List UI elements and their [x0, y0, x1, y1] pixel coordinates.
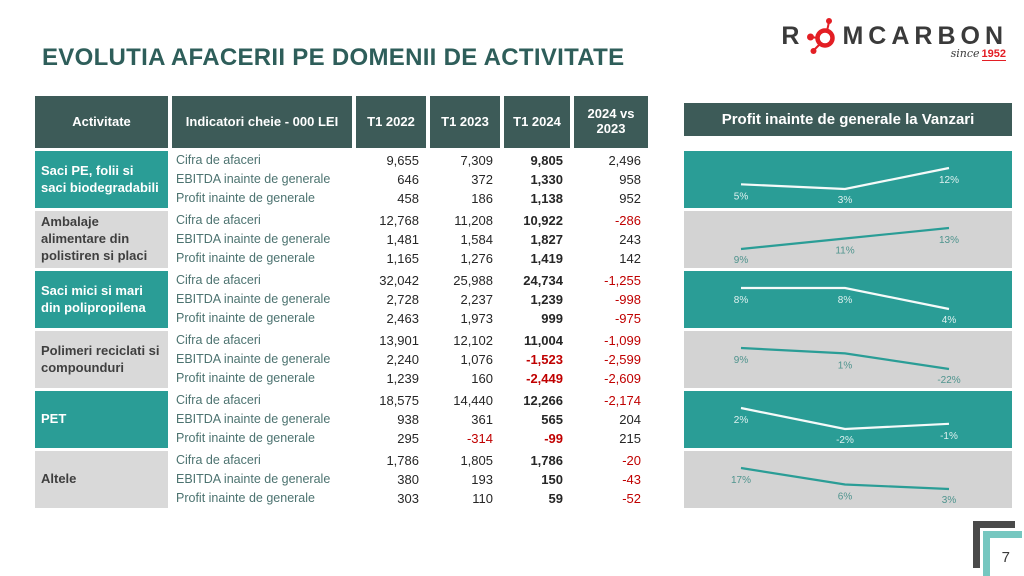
value-column — [574, 211, 648, 268]
data-label: 6% — [837, 491, 853, 503]
value-column — [356, 391, 426, 448]
indicator-column — [172, 331, 352, 388]
indicator-label: EBITDA inainte de generale — [176, 352, 331, 366]
indicator-label: Cifra de afaceri — [176, 153, 261, 167]
indicator-label: Profit inainte de generale — [176, 191, 315, 205]
value-cell: 193 — [471, 472, 493, 487]
sparkline-svg — [684, 151, 1012, 208]
activity-cell: Altele — [35, 451, 168, 508]
value-cell: -314 — [466, 431, 493, 446]
indicator-label: Profit inainte de generale — [176, 491, 315, 505]
value-cell: 303 — [397, 491, 419, 506]
indicator-label: EBITDA inainte de generale — [176, 172, 331, 186]
trend-line — [741, 468, 949, 489]
value-cell: 11,004 — [523, 333, 563, 348]
indicator-label: Cifra de afaceri — [176, 213, 261, 227]
value-cell: -998 — [614, 292, 641, 307]
indicator-label: Profit inainte de generale — [176, 371, 315, 385]
value-column — [356, 451, 426, 508]
value-column — [574, 331, 648, 388]
value-cell: 204 — [619, 412, 641, 427]
value-cell: 938 — [397, 412, 419, 427]
value-cell: 1,138 — [530, 191, 563, 206]
value-cell: 952 — [619, 191, 641, 206]
value-cell: -2,449 — [526, 371, 563, 386]
data-label: 4% — [941, 315, 957, 326]
value-cell: 12,266 — [523, 393, 563, 408]
activity-table — [35, 96, 648, 511]
sparkline-chart — [684, 151, 1012, 208]
value-column — [504, 271, 570, 328]
value-cell: 1,481 — [386, 232, 419, 247]
value-cell: 10,922 — [523, 213, 563, 228]
logo-wordmark: MCARBON — [842, 21, 1008, 50]
value-cell: 9,805 — [530, 153, 563, 168]
value-cell: 1,165 — [386, 251, 419, 266]
value-cell: 142 — [619, 251, 641, 266]
column-header-activitate: Activitate — [35, 96, 168, 148]
value-cell: 110 — [472, 491, 493, 506]
indicator-column — [172, 451, 352, 508]
value-cell: 243 — [619, 232, 641, 247]
sparkline-svg — [684, 211, 1012, 268]
column-header-2024-vs-2023: 2024 vs 2023 — [574, 96, 648, 148]
value-column — [430, 271, 500, 328]
value-cell: 1,276 — [460, 251, 493, 266]
data-label: 9% — [733, 255, 749, 266]
indicator-label: EBITDA inainte de generale — [176, 292, 331, 306]
data-label: 5% — [733, 191, 749, 203]
value-cell: 186 — [471, 191, 493, 206]
indicator-column — [172, 211, 352, 268]
table-header-row — [35, 96, 648, 148]
value-cell: 380 — [397, 472, 419, 487]
value-cell: -52 — [622, 491, 641, 506]
value-cell: -1,523 — [526, 352, 563, 367]
value-column — [356, 271, 426, 328]
value-column — [430, 451, 500, 508]
value-column — [430, 331, 500, 388]
value-column — [504, 451, 570, 508]
value-column — [574, 391, 648, 448]
value-cell: 2,237 — [460, 292, 493, 307]
value-cell: 1,239 — [386, 371, 419, 386]
value-cell: 1,239 — [530, 292, 563, 307]
table-group — [35, 211, 648, 268]
sparkline-chart — [684, 271, 1012, 328]
sparkline-chart — [684, 451, 1012, 508]
indicator-column — [172, 391, 352, 448]
value-column — [504, 151, 570, 208]
value-cell: -99 — [544, 431, 563, 446]
sparkline-svg — [684, 391, 1012, 448]
indicator-label: EBITDA inainte de generale — [176, 232, 331, 246]
value-cell: -286 — [614, 213, 641, 228]
value-cell: 1,419 — [530, 251, 563, 266]
value-cell: -43 — [622, 472, 641, 487]
data-label: -1% — [940, 430, 958, 442]
value-cell: -2,609 — [604, 371, 641, 386]
value-cell: 12,102 — [453, 333, 493, 348]
value-cell: 14,440 — [453, 393, 493, 408]
value-column — [504, 211, 570, 268]
logo-letter-r: R — [781, 21, 805, 50]
value-cell: 1,786 — [530, 453, 563, 468]
value-column — [504, 331, 570, 388]
page-corner-decoration — [973, 521, 1015, 571]
indicator-label: Cifra de afaceri — [176, 333, 261, 347]
table-group — [35, 151, 648, 208]
value-cell: 7,309 — [460, 153, 493, 168]
value-column — [430, 211, 500, 268]
table-group — [35, 451, 648, 508]
chart-panel-title: Profit inainte de generale la Vanzari — [684, 103, 1012, 136]
page-number: 7 — [1001, 549, 1010, 566]
data-label: -2% — [836, 435, 854, 446]
value-cell: 1,584 — [460, 232, 493, 247]
activity-cell: Saci mici si mari din polipropilena — [35, 271, 168, 328]
activity-cell: PET — [35, 391, 168, 448]
column-header-indicatori: Indicatori cheie - 000 LEI — [172, 96, 352, 148]
value-cell: 150 — [541, 472, 563, 487]
value-cell: 24,734 — [523, 273, 563, 288]
value-cell: 295 — [397, 431, 419, 446]
trend-line — [741, 408, 949, 429]
activity-cell: Polimeri reciclati si compounduri — [35, 331, 168, 388]
value-cell: 9,655 — [386, 153, 419, 168]
sparkline-chart — [684, 331, 1012, 388]
value-cell: 958 — [619, 172, 641, 187]
value-cell: 372 — [471, 172, 493, 187]
activity-cell: Saci PE, folii si saci biodegradabili — [35, 151, 168, 208]
indicator-label: Cifra de afaceri — [176, 453, 261, 467]
value-column — [430, 151, 500, 208]
column-header-t1-2023: T1 2023 — [430, 96, 500, 148]
tagline-since: since — [950, 47, 980, 60]
data-label: 2% — [733, 415, 749, 426]
data-label: 11% — [835, 245, 855, 257]
value-cell: 1,805 — [460, 453, 493, 468]
data-label: 8% — [837, 295, 853, 306]
page-title: EVOLUTIA AFACERII PE DOMENII DE ACTIVITATE — [42, 44, 625, 71]
value-cell: -975 — [614, 311, 641, 326]
value-cell: 565 — [541, 412, 563, 427]
column-header-t1-2022: T1 2022 — [356, 96, 426, 148]
value-column — [430, 391, 500, 448]
value-column — [574, 451, 648, 508]
value-cell: 160 — [471, 371, 493, 386]
value-cell: 1,827 — [530, 232, 563, 247]
indicator-label: Cifra de afaceri — [176, 393, 261, 407]
data-label: 12% — [938, 175, 960, 186]
data-label: 3% — [941, 495, 957, 506]
value-column — [574, 151, 648, 208]
value-column — [356, 211, 426, 268]
sparkline-svg — [684, 331, 1012, 388]
table-group — [35, 271, 648, 328]
value-column — [356, 151, 426, 208]
sparkline-chart — [684, 211, 1012, 268]
sparkline-svg — [684, 271, 1012, 328]
value-cell: 59 — [548, 491, 563, 506]
data-label: 9% — [733, 355, 749, 366]
table-group — [35, 391, 648, 448]
value-cell: 1,786 — [386, 453, 419, 468]
value-column — [356, 331, 426, 388]
value-cell: -2,174 — [604, 393, 641, 408]
indicator-label: Cifra de afaceri — [176, 273, 261, 287]
value-cell: 646 — [397, 172, 419, 187]
sparkline-svg — [684, 451, 1012, 508]
indicator-label: Profit inainte de generale — [176, 251, 315, 265]
tagline-year: 1952 — [981, 48, 1006, 60]
value-cell: 18,575 — [379, 393, 419, 408]
data-label: 1% — [837, 360, 853, 372]
indicator-label: Profit inainte de generale — [176, 311, 315, 325]
value-cell: 2,240 — [386, 352, 419, 367]
sparkline-chart — [684, 391, 1012, 448]
indicator-column — [172, 271, 352, 328]
value-cell: -1,255 — [604, 273, 641, 288]
value-cell: 25,988 — [453, 273, 493, 288]
data-label: 3% — [837, 195, 853, 206]
value-column — [504, 391, 570, 448]
value-cell: 361 — [471, 412, 493, 427]
value-cell: 1,330 — [530, 172, 563, 187]
indicator-label: EBITDA inainte de generale — [176, 412, 331, 426]
indicator-label: Profit inainte de generale — [176, 431, 315, 445]
value-cell: -20 — [622, 453, 641, 468]
table-group — [35, 331, 648, 388]
value-cell: 2,496 — [608, 153, 641, 168]
value-cell: 999 — [541, 311, 563, 326]
column-header-t1-2024: T1 2024 — [504, 96, 570, 148]
value-cell: 12,768 — [379, 213, 419, 228]
table-body — [35, 151, 648, 508]
value-cell: -1,099 — [604, 333, 641, 348]
logo-tagline — [951, 47, 1006, 60]
trend-line — [741, 168, 949, 189]
value-cell: 2,463 — [386, 311, 419, 326]
data-label: -22% — [937, 375, 961, 386]
value-cell: -2,599 — [604, 352, 641, 367]
activity-cell: Ambalaje alimentare din polistiren si placi — [35, 211, 168, 268]
molecule-icon — [806, 16, 840, 56]
value-cell: 32,042 — [379, 273, 419, 288]
value-cell: 1,076 — [460, 352, 493, 367]
value-cell: 13,901 — [379, 333, 419, 348]
data-label: 13% — [938, 235, 960, 246]
value-cell: 458 — [397, 191, 419, 206]
indicator-column — [172, 151, 352, 208]
value-cell: 215 — [619, 431, 641, 446]
value-cell: 2,728 — [386, 292, 419, 307]
value-cell: 1,973 — [460, 311, 493, 326]
value-column — [574, 271, 648, 328]
sparkline-panel — [684, 151, 1012, 511]
data-label: 17% — [730, 475, 752, 486]
value-cell: 11,208 — [454, 213, 493, 228]
indicator-label: EBITDA inainte de generale — [176, 472, 331, 486]
data-label: 8% — [733, 295, 749, 306]
